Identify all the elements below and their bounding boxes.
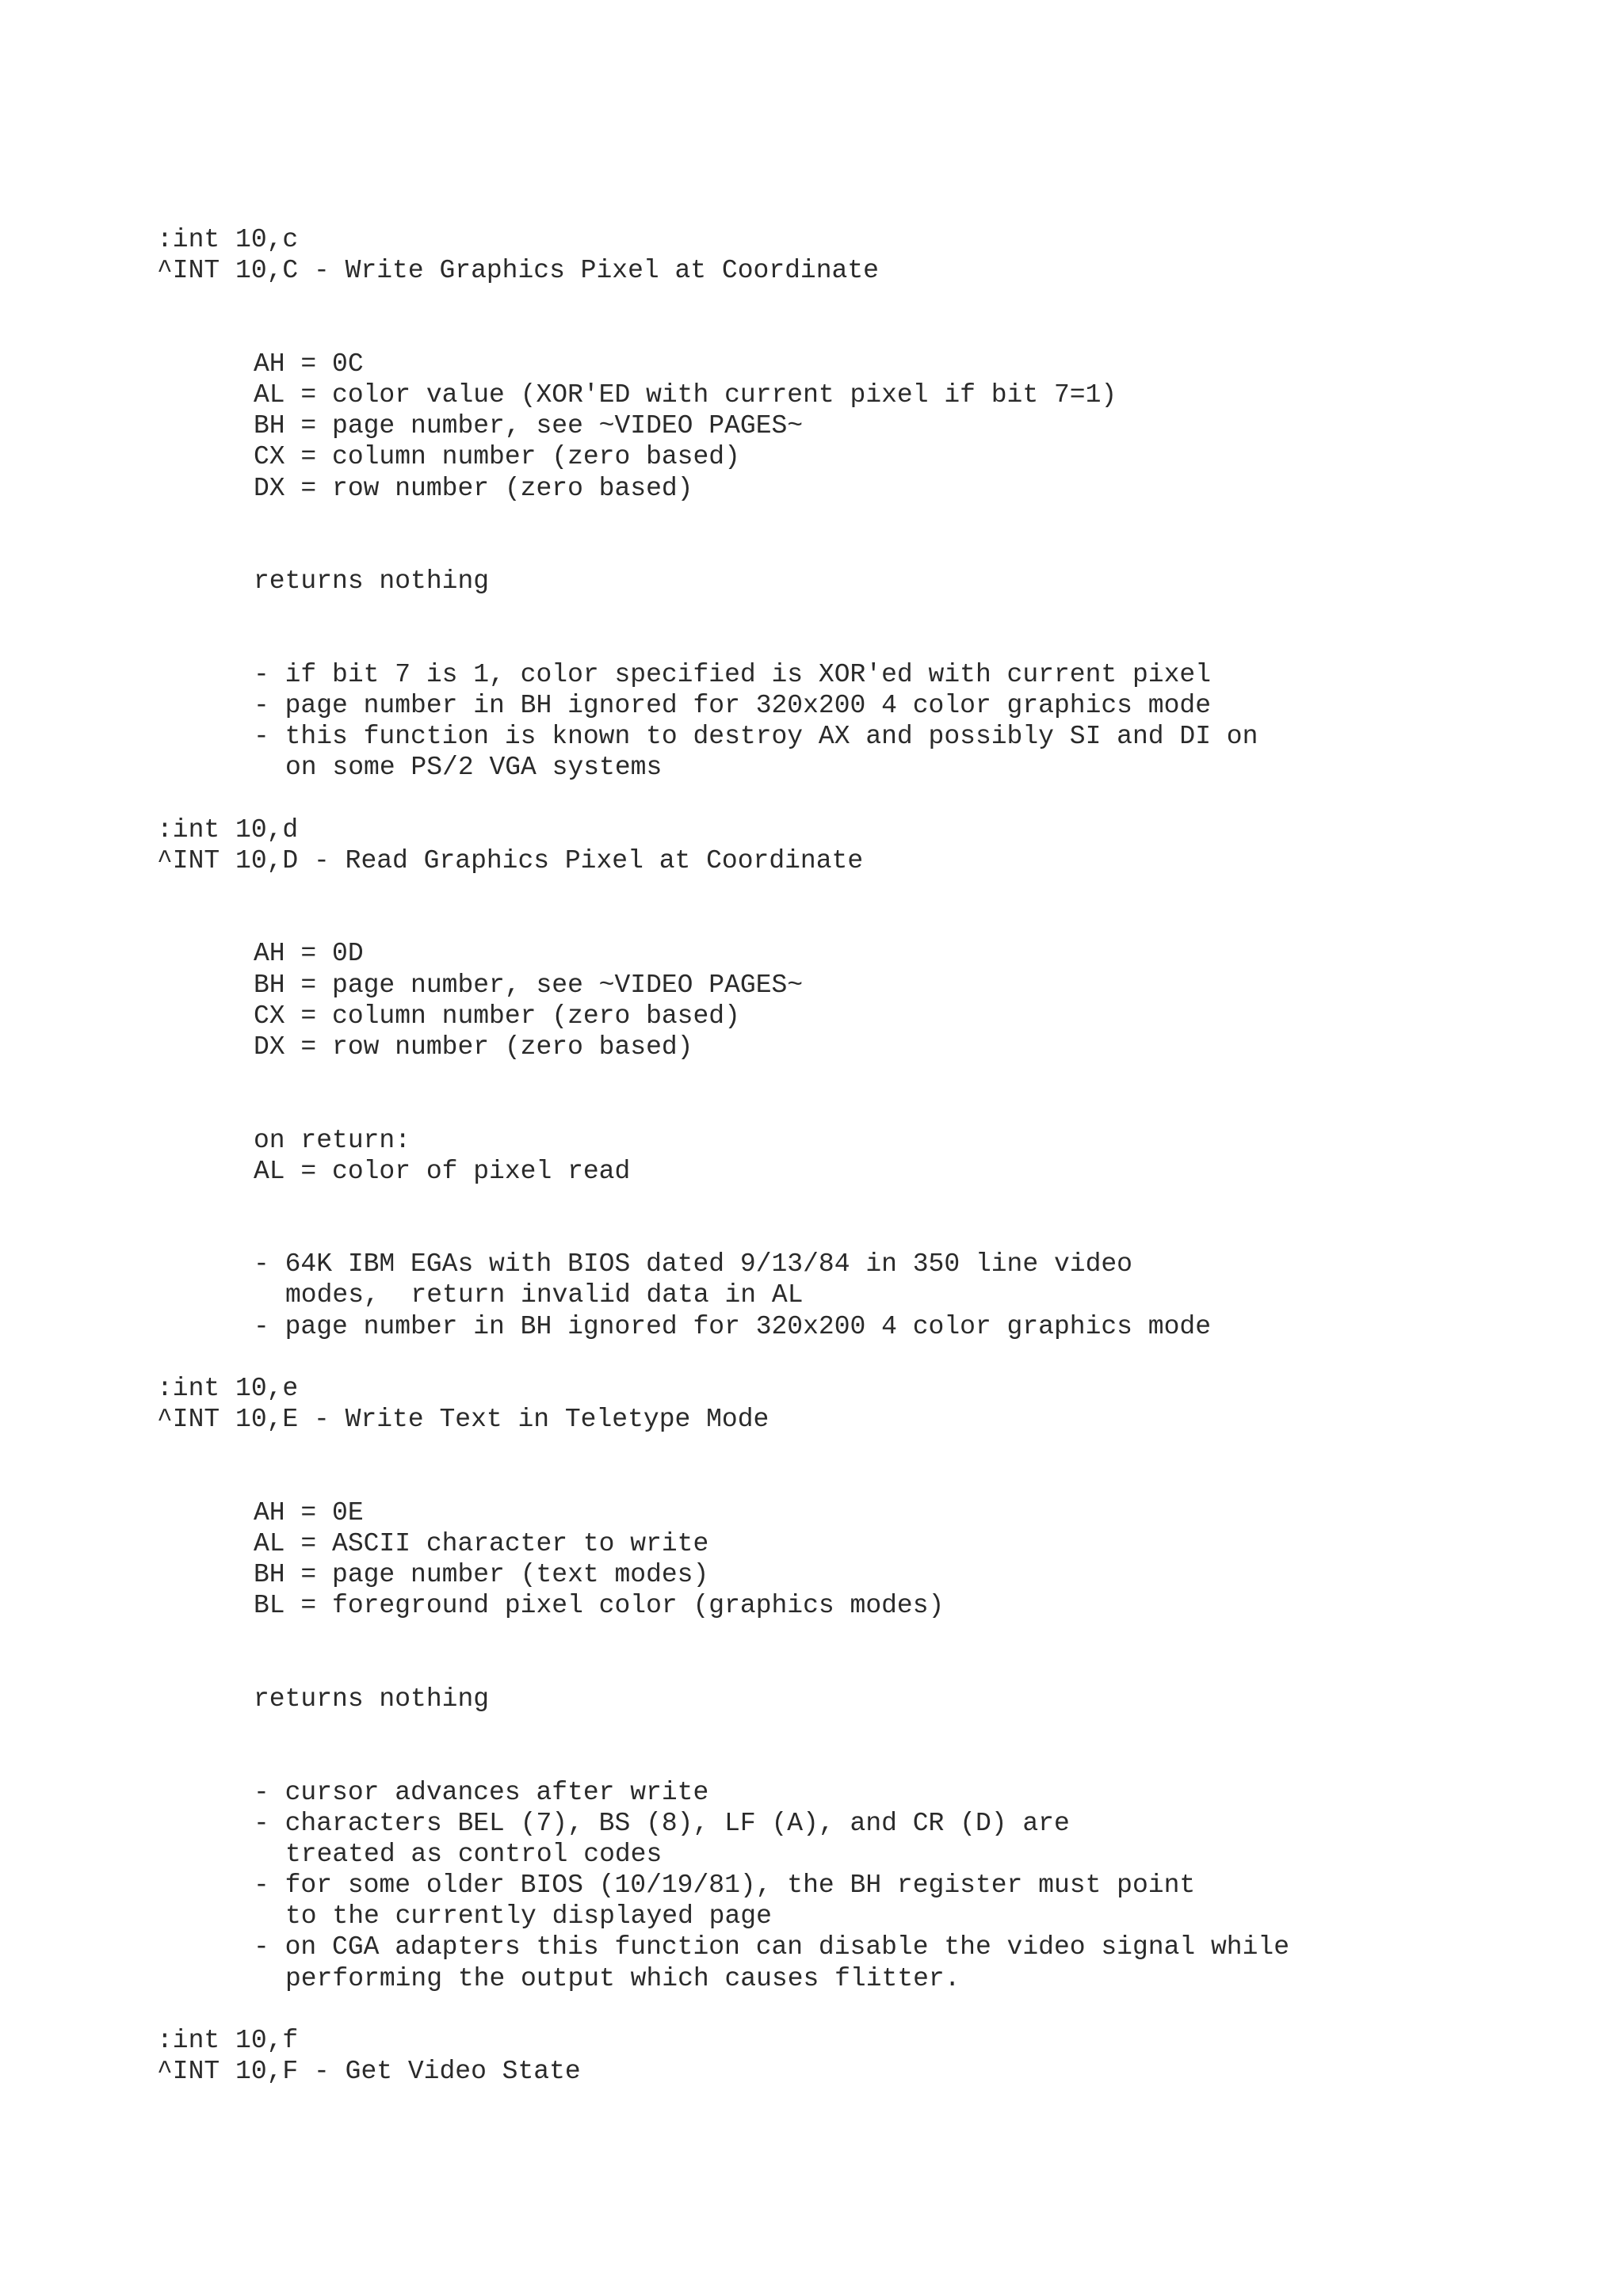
note-line: treated as control codes (285, 1839, 663, 1869)
section-tag: :int 10,e (157, 1374, 299, 1404)
note-line: - characters BEL (7), BS (8), LF (A), and CR (D) are (254, 1808, 1070, 1838)
section-heading: ^INT 10,F - Get Video State (157, 2057, 581, 2087)
section-heading: ^INT 10,C - Write Graphics Pixel at Coordinate (157, 256, 879, 286)
register-line: AL = color value (XOR'ED with current pixel if bit 7=1) (254, 379, 1117, 410)
register-line: BH = page number, see ~VIDEO PAGES~ (254, 970, 804, 1000)
returns-line: AL = color of pixel read (254, 1156, 631, 1186)
register-line: DX = row number (zero based) (254, 1032, 693, 1062)
section-heading: ^INT 10,E - Write Text in Teletype Mode (157, 1405, 769, 1435)
document-page (157, 224, 1568, 2087)
note-line: - on CGA adapters this function can disable the video signal while (254, 1932, 1290, 1962)
register-line: AH = 0D (254, 939, 364, 969)
register-line: DX = row number (zero based) (254, 473, 693, 503)
register-line: AH = 0E (254, 1497, 364, 1527)
register-line: AH = 0C (254, 349, 364, 379)
section-tag: :int 10,f (157, 2026, 299, 2056)
section-int-10-e (157, 1373, 1568, 2025)
register-line: AL = ASCII character to write (254, 1528, 709, 1558)
register-line: BH = page number (text modes) (254, 1560, 709, 1590)
register-line: CX = column number (zero based) (254, 1001, 740, 1031)
section-int-10-c (157, 224, 1568, 814)
register-line: BL = foreground pixel color (graphics modes) (254, 1591, 945, 1621)
note-line: - for some older BIOS (10/19/81), the BH register must point (254, 1871, 1196, 1901)
section-tag: :int 10,c (157, 225, 299, 254)
note-line: performing the output which causes flitter. (285, 1963, 960, 1993)
section-heading: ^INT 10,D - Read Graphics Pixel at Coordinate (157, 845, 864, 875)
note-line: to the currently displayed page (285, 1901, 772, 1932)
note-line: - if bit 7 is 1, color specified is XOR'ed with current pixel (254, 659, 1211, 689)
section-int-10-f (157, 2025, 1568, 2087)
register-line: BH = page number, see ~VIDEO PAGES~ (254, 411, 804, 441)
note-line: - this function is known to destroy AX and possibly SI and DI on (254, 722, 1258, 752)
section-tag: :int 10,d (157, 814, 299, 845)
returns-line: returns nothing (254, 566, 490, 597)
note-line: modes, return invalid data in AL (285, 1280, 804, 1310)
note-line: - 64K IBM EGAs with BIOS dated 9/13/84 in 350 line video (254, 1249, 1132, 1280)
note-line: - page number in BH ignored for 320x200 4 color graphics mode (254, 1311, 1211, 1341)
returns-line: returns nothing (254, 1684, 490, 1714)
register-line: CX = column number (zero based) (254, 442, 740, 472)
section-int-10-d (157, 814, 1568, 1373)
note-line: on some PS/2 VGA systems (285, 753, 663, 783)
note-line: - page number in BH ignored for 320x200 4 color graphics mode (254, 690, 1211, 720)
note-line: - cursor advances after write (254, 1777, 709, 1807)
returns-line: on return: (254, 1125, 411, 1155)
